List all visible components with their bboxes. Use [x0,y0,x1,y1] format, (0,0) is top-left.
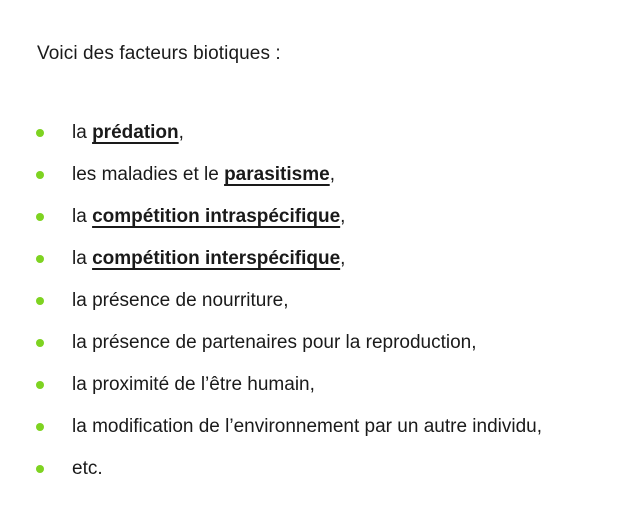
list-item-text: la proximité de l’être humain, [72,374,315,395]
bullet-dot-icon [36,423,44,431]
list-item-text: etc. [72,458,103,479]
intro-text: Voici des facteurs biotiques : [37,43,281,64]
item-text-before: la [72,248,93,269]
item-text-after: , [340,206,346,227]
bullet-dot-icon [36,297,44,305]
list-item-text: la présence de nourriture, [72,290,289,311]
bullet-dot-icon [36,381,44,389]
list-item-text [72,162,335,188]
list-item-text: la présence de partenaires pour la reproduction, [72,332,477,353]
bullet-dot-icon [36,339,44,347]
keyword-link[interactable]: compétition intraspécifique [92,206,341,227]
bullet-dot-icon [36,465,44,473]
item-text-before: la [72,206,93,227]
item-text-after: , [329,164,335,185]
list-item-text: la modification de l’environnement par un autre individu, [72,416,542,437]
bullet-dot-icon [36,171,44,179]
list-item-text [72,204,345,230]
item-text-after: , [340,248,346,269]
keyword-link[interactable]: prédation [92,122,179,143]
list-item-text [72,246,345,272]
item-text-before: les maladies et le [72,164,225,185]
bullet-dot-icon [36,129,44,137]
bullet-dot-icon [36,213,44,221]
list-item-text [72,120,184,146]
keyword-link[interactable]: compétition interspécifique [92,248,341,269]
item-text-after: , [178,122,184,143]
item-text-before: la [72,122,93,143]
keyword-link[interactable]: parasitisme [224,164,330,185]
bullet-dot-icon [36,255,44,263]
